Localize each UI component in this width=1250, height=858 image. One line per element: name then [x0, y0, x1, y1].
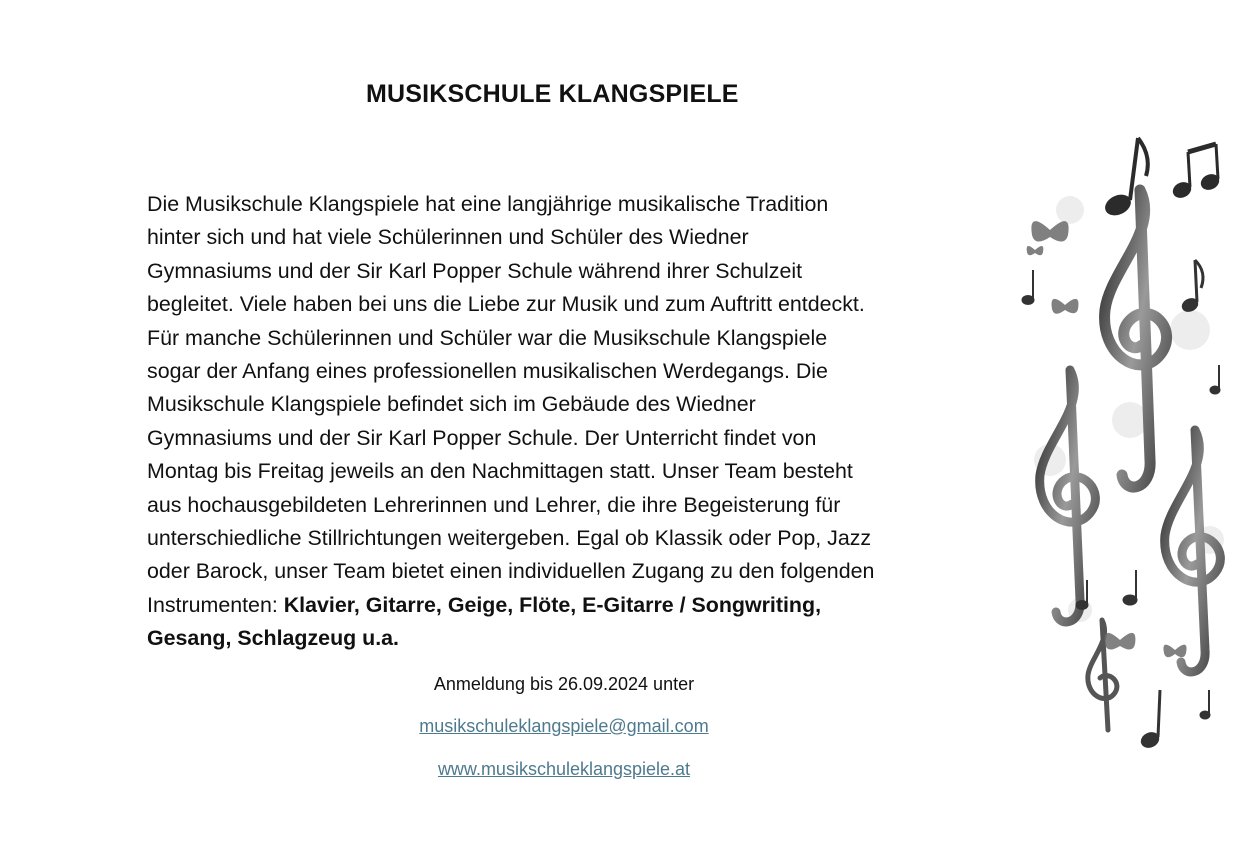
- body-line: Musikschule Klangspiele befindet sich im Gebäude des Wiedner: [147, 392, 756, 417]
- instruments-list-continued: Gesang, Schlagzeug u.a.: [147, 626, 399, 651]
- body-line: Für manche Schülerinnen und Schüler war die Musikschule Klangspiele: [147, 325, 828, 350]
- body-line: hinter sich und hat viele Schülerinnen und Schüler des Wiedner: [147, 225, 749, 250]
- body-line: Gymnasiums und der Sir Karl Popper Schule. Der Unterricht findet von: [147, 425, 817, 450]
- registration-note: Anmeldung bis 26.09.2024 unter: [433, 674, 695, 694]
- email-link[interactable]: musikschuleklangspiele@gmail.com: [419, 716, 709, 736]
- body-line: Montag bis Freitag jeweils an den Nachmittagen statt. Unser Team besteht: [147, 459, 853, 484]
- body-line: begleitet. Viele haben bei uns die Liebe zur Musik und zum Auftritt entdeckt.: [147, 292, 865, 317]
- website-link[interactable]: www.musikschuleklangspiele.at: [437, 759, 691, 779]
- body-line: Gymnasiums und der Sir Karl Popper Schule während ihrer Schulzeit: [147, 258, 803, 283]
- body-line: oder Barock, unser Team bietet einen individuellen Zugang zu den folgenden: [147, 559, 875, 584]
- body-line: sogar der Anfang eines professionellen musikalischen Werdegangs. Die: [147, 359, 828, 384]
- body-line: Die Musikschule Klangspiele hat eine langjährige musikalische Tradition: [147, 192, 829, 216]
- body-paragraph: [147, 188, 987, 656]
- music-notes-clef-butterflies-icon: [1010, 130, 1240, 760]
- page-title: MUSIKSCHULE KLANGSPIELE: [366, 80, 739, 108]
- body-line: aus hochausgebildeten Lehrerinnen und Lehrer, die ihre Begeisterung für: [147, 492, 841, 517]
- instruments-line-2: [147, 622, 987, 655]
- instruments-list: Klavier, Gitarre, Geige, Flöte, E-Gitarre / Songwriting,: [283, 592, 822, 617]
- instruments-line: [147, 589, 987, 622]
- instruments-prefix: Instrumenten:: [147, 592, 284, 617]
- body-line: unterschiedliche Stillrichtungen weitergeben. Egal ob Klassik oder Pop, Jazz: [147, 526, 872, 551]
